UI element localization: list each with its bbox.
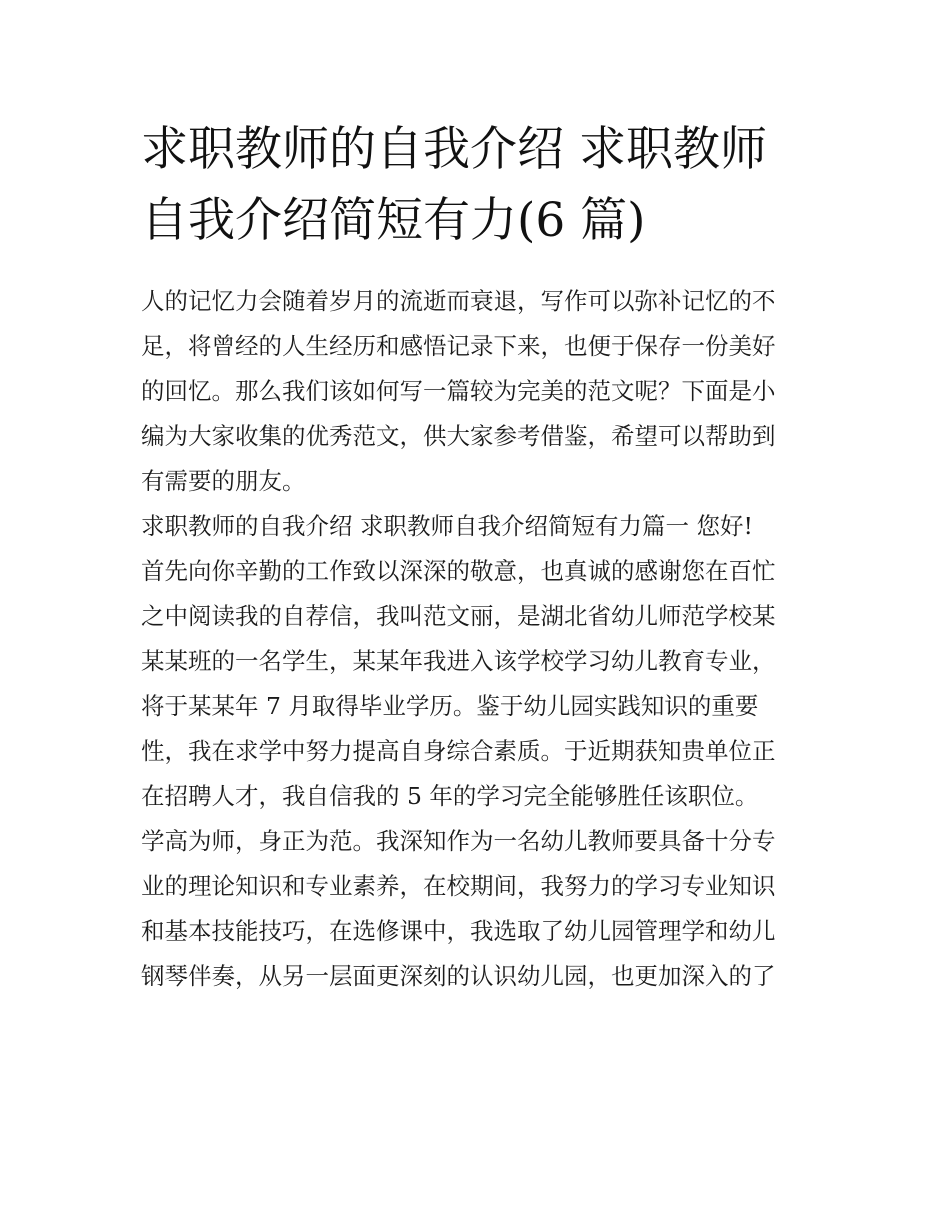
body-line: 在招聘人才，我自信我的 5 年的学习完全能够胜任该职位。 — [141, 782, 759, 810]
body-line: 人的记忆力会随着岁月的流逝而衰退，写作可以弥补记忆的不 — [141, 287, 776, 315]
body-line: 编为大家收集的优秀范文，供大家参考借鉴，希望可以帮助到 — [141, 422, 776, 450]
document-body — [141, 279, 821, 999]
title-line: 自我介绍简短有力(6 篇) — [141, 193, 646, 248]
title-line: 求职教师的自我介绍 求职教师 — [141, 122, 767, 177]
body-line: 业的理论知识和专业素养，在校期间，我努力的学习专业知识 — [141, 872, 776, 900]
body-line: 性，我在求学中努力提高自身综合素质。于近期获知贵单位正 — [141, 737, 776, 765]
body-line: 的回忆。那么我们该如何写一篇较为完美的范文呢？下面是小 — [141, 377, 776, 405]
body-line: 之中阅读我的自荐信，我叫范文丽，是湖北省幼儿师范学校某 — [141, 602, 776, 630]
section-heading-line: 求职教师的自我介绍 求职教师自我介绍简短有力篇一 您好! — [141, 512, 753, 540]
body-line: 某某班的一名学生，某某年我进入该学校学习幼儿教育专业， — [141, 647, 776, 675]
body-line: 学高为师，身正为范。我深知作为一名幼儿教师要具备十分专 — [141, 827, 776, 855]
body-line: 和基本技能技巧，在选修课中，我选取了幼儿园管理学和幼儿 — [141, 917, 776, 945]
body-line: 有需要的朋友。 — [141, 467, 306, 495]
body-line: 首先向你辛勤的工作致以深深的敬意，也真诚的感谢您在百忙 — [141, 557, 776, 585]
body-line: 将于某某年 7 月取得毕业学历。鉴于幼儿园实践知识的重要 — [141, 692, 759, 720]
body-line: 钢琴伴奏，从另一层面更深刻的认识幼儿园，也更加深入的了 — [141, 962, 776, 990]
document-title — [141, 114, 821, 256]
body-line: 足，将曾经的人生经历和感悟记录下来，也便于保存一份美好 — [141, 332, 776, 360]
